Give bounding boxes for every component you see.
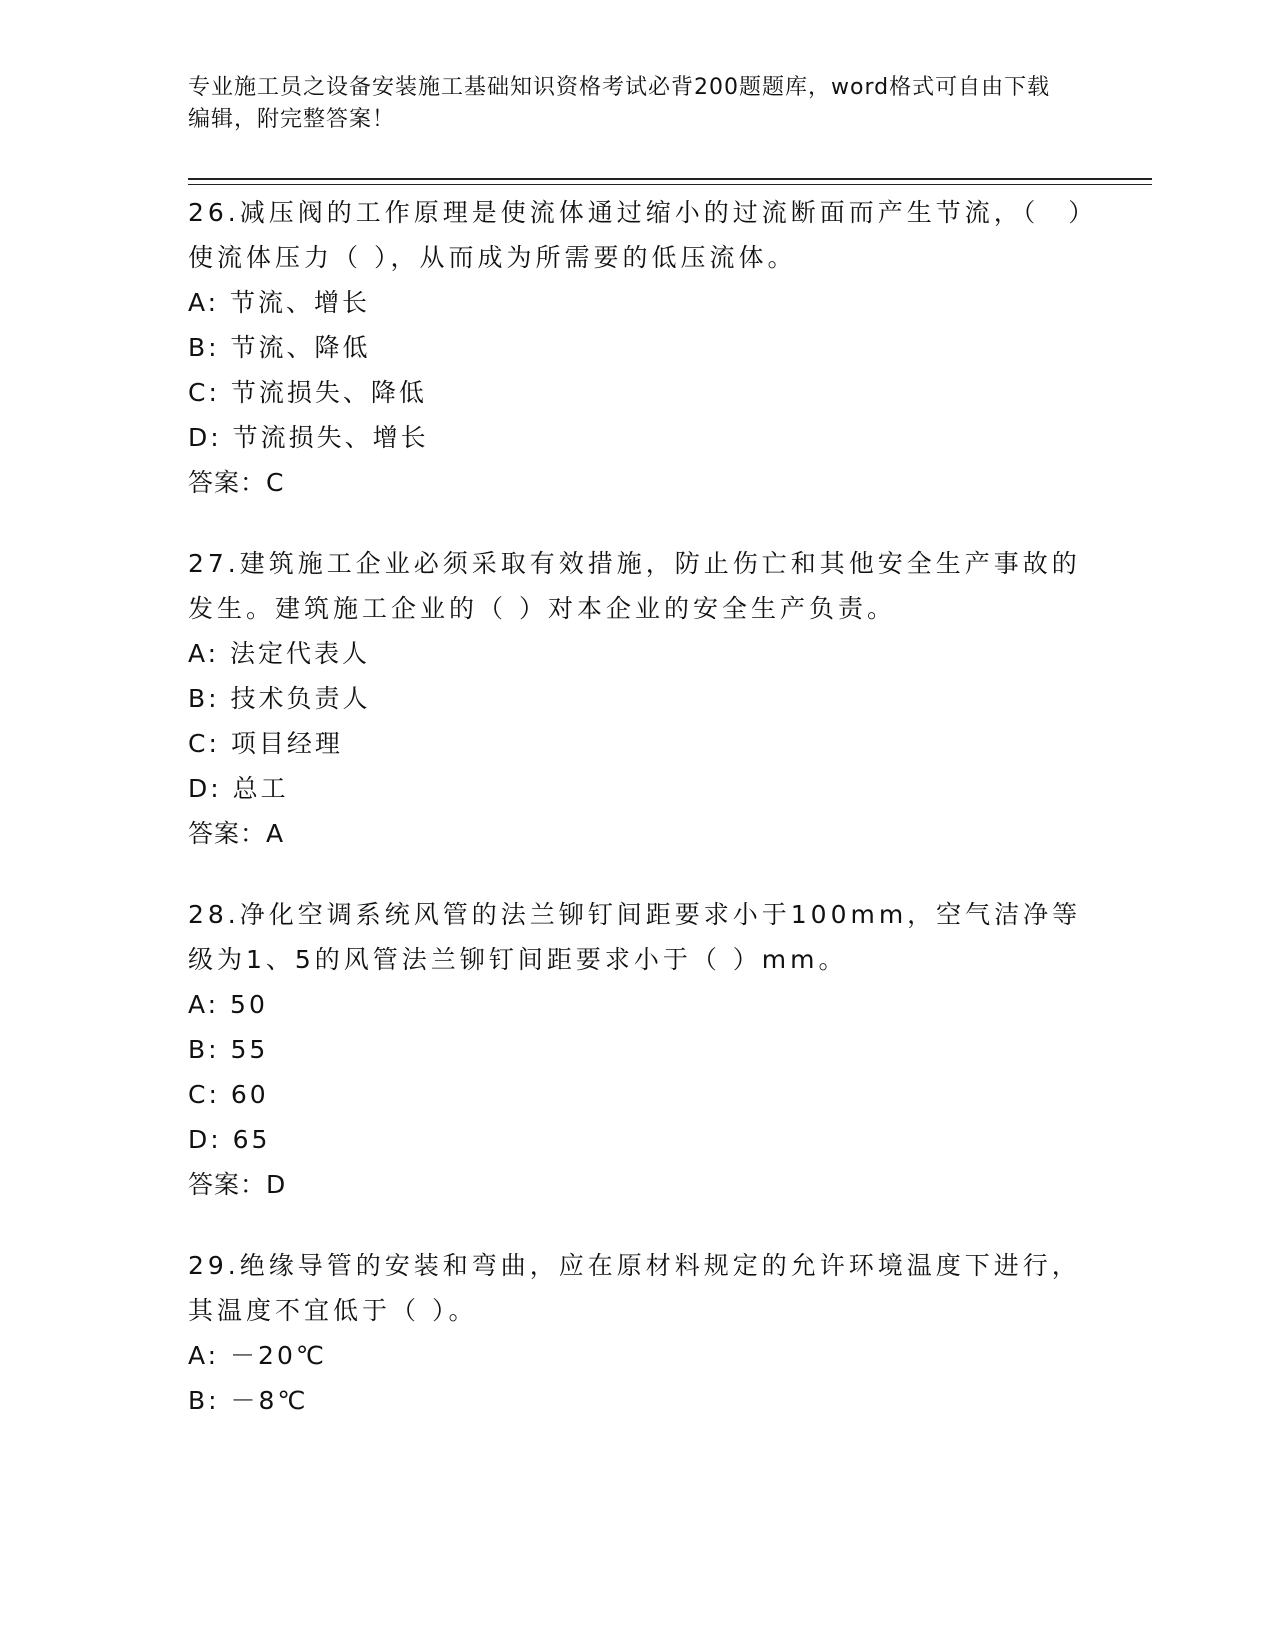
option-b: B: －8℃	[188, 1386, 309, 1415]
answer: 答案：D	[188, 1170, 287, 1199]
option-b: B: 节流、降低	[188, 333, 371, 362]
option-b: B: 55	[188, 1035, 269, 1064]
question-text: 29.绝缘导管的安装和弯曲，应在原材料规定的允许环境温度下进行，其温度不宜低于（ ）。	[188, 1251, 1081, 1325]
header-divider-thick	[188, 178, 1152, 180]
header-title: 专业施工员之设备安装施工基础知识资格考试必背200题题库，word格式可自由下载编辑，附完整答案！	[188, 75, 1051, 132]
option-a: A: 法定代表人	[188, 639, 371, 668]
option-a: A: －20℃	[188, 1341, 327, 1370]
option-a: A: 50	[188, 990, 268, 1019]
question-29	[188, 1243, 1088, 1423]
document-header	[188, 72, 1068, 136]
option-d: D: 节流损失、增长	[188, 423, 429, 452]
question-26	[188, 190, 1088, 505]
option-b: B: 技术负责人	[188, 684, 371, 713]
answer: 答案：C	[188, 468, 285, 497]
option-d: D: 65	[188, 1125, 271, 1154]
question-27	[188, 541, 1088, 856]
option-c: C: 节流损失、降低	[188, 378, 427, 407]
question-28	[188, 892, 1088, 1207]
question-list	[188, 190, 1088, 1459]
option-a: A: 节流、增长	[188, 288, 371, 317]
header-divider-thin	[188, 184, 1152, 185]
question-text: 26.减压阀的工作原理是使流体通过缩小的过流断面而产生节流，（ ）使流体压力（ ），从而成为所需要的低压流体。	[188, 198, 1085, 272]
option-c: C: 项目经理	[188, 729, 343, 758]
answer: 答案：A	[188, 819, 285, 848]
question-text: 28.净化空调系统风管的法兰铆钉间距要求小于100mm，空气洁净等级为1、5的风管法兰铆钉间距要求小于（ ）mm。	[188, 900, 1082, 974]
question-text: 27.建筑施工企业必须采取有效措施，防止伤亡和其他安全生产事故的发生。建筑施工企业的（ ）对本企业的安全生产负责。	[188, 549, 1081, 623]
option-c: C: 60	[188, 1080, 269, 1109]
option-d: D: 总工	[188, 774, 289, 803]
